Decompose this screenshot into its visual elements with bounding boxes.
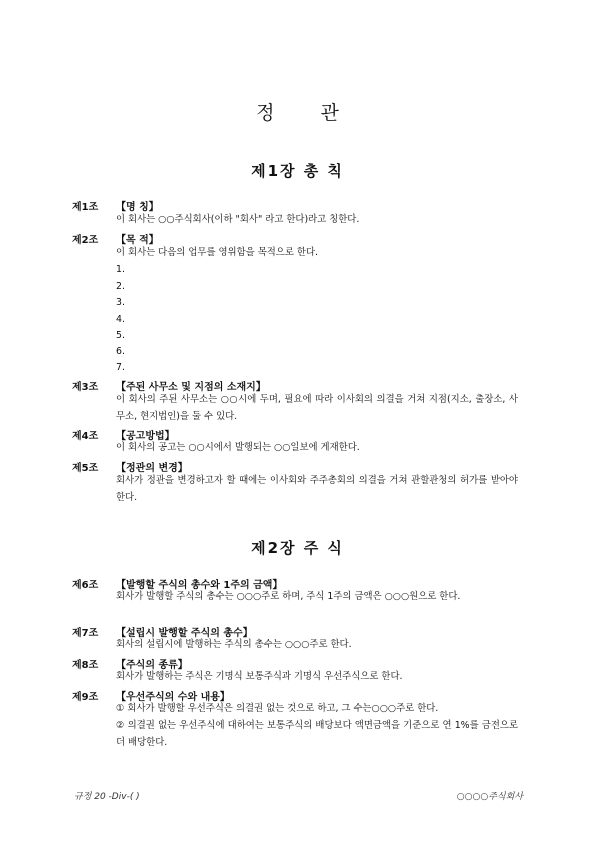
article-title: 【주식의 종류】: [116, 660, 188, 671]
article-2-text: 이 회사는 다음의 업무를 영위함을 목적으로 한다.: [116, 247, 318, 258]
article-9-paragraph-1: ① 회사가 발행할 우선주식은 의결권 없는 것으로 하고, 그 수는○○○주로 한다.: [116, 703, 439, 714]
article-number: 제3조: [72, 382, 99, 393]
list-item: 1.: [116, 264, 125, 275]
article-6-text: 회사가 발행할 주식의 총수는 ○○○주로 하며, 주식 1주의 금액은 ○○○원으로 한다.: [116, 591, 461, 602]
chapter-2-heading: 제2장 주 식: [251, 539, 344, 557]
article-2-heading: [72, 231, 159, 246]
article-9-paragraph-2: ② 의결권 없는 우선주식에 대하여는 보통주식의 배당보다 액면금액을 기준으로 연 1%를 금전으로 더 배당한다.: [116, 720, 518, 748]
article-title: 【공고방법】: [116, 431, 175, 442]
list-item: 2.: [116, 281, 125, 292]
article-title: 【설립시 발행할 주식의 총수】: [116, 628, 253, 639]
article-8-text: 회사가 발행하는 주식은 기명식 보통주식과 기명식 우선주식으로 한다.: [116, 671, 403, 682]
article-number: 제6조: [72, 580, 99, 591]
article-4-text: 이 회사의 공고는 ○○시에서 발행되는 ○○일보에 게재한다.: [116, 442, 360, 453]
article-3-heading: [72, 378, 266, 393]
article-5-heading: [72, 459, 188, 474]
article-7-text: 회사의 설립시에 발행하는 주식의 총수는 ○○○주로 한다.: [116, 639, 352, 650]
article-title: 【우선주식의 수와 내용】: [116, 692, 230, 703]
list-item: 5.: [116, 330, 125, 341]
footer-doc-code: 규정 20 -Div-( ): [74, 792, 140, 802]
article-5-text: 회사가 정관을 변경하고자 할 때에는 이사회와 주주총회의 의결을 거쳐 관할관청의 허가를 받아야 한다.: [116, 475, 518, 503]
article-title: 【명 칭】: [116, 202, 159, 213]
article-number: 제5조: [72, 463, 99, 474]
chapter-1-heading: 제1장 총 칙: [251, 162, 344, 180]
article-title: 【발행할 주식의 총수와 1주의 금액】: [116, 580, 283, 591]
article-title: 【목 적】: [116, 235, 159, 246]
article-number: 제9조: [72, 692, 99, 703]
article-3-text: 이 회사의 주된 사무소는 ○○시에 두며, 필요에 따라 이사회의 의결을 거쳐 지점(지소, 출장소, 사무소, 현지법인)을 둘 수 있다.: [116, 394, 518, 422]
list-item: 6.: [116, 346, 125, 357]
footer-company-name: ○○○○주식회사: [456, 792, 523, 802]
article-number: 제8조: [72, 660, 99, 671]
article-title: 【주된 사무소 및 지점의 소재지】: [116, 382, 266, 393]
article-title: 【정관의 변경】: [116, 463, 188, 474]
document-title: 정 관: [256, 102, 359, 124]
article-number: 제7조: [72, 628, 99, 639]
article-number: 제2조: [72, 235, 99, 246]
article-number: 제4조: [72, 431, 99, 442]
list-item: 4.: [116, 314, 125, 325]
article-number: 제1조: [72, 202, 99, 213]
list-item: 3.: [116, 297, 125, 308]
list-item: 7.: [116, 362, 125, 373]
article-1-heading: [72, 198, 159, 213]
article-1-text: 이 회사는 ○○주식회사(이하 "회사" 라고 한다)라고 칭한다.: [116, 214, 360, 225]
